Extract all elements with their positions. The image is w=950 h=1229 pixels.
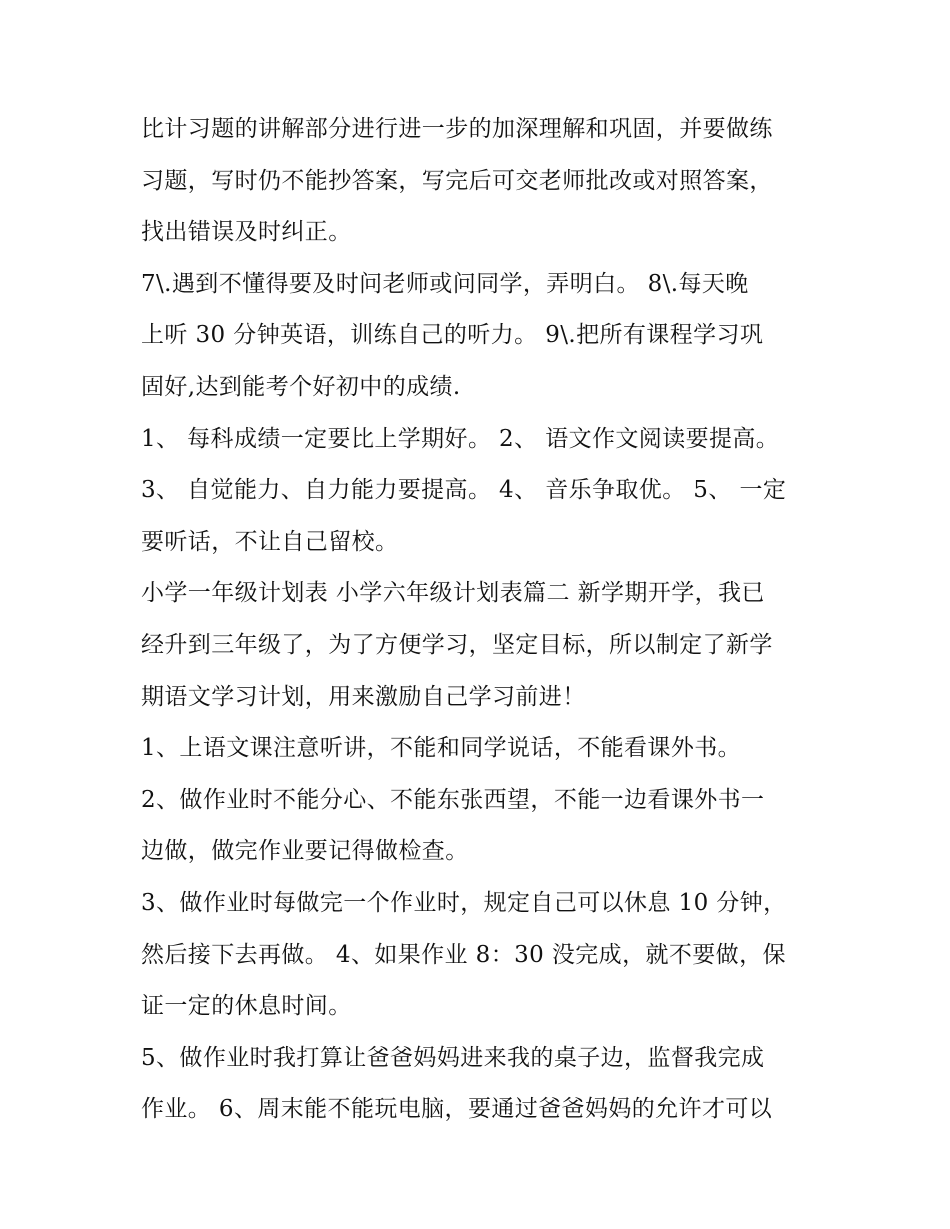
text-line: 5、做作业时我打算让爸爸妈妈进来我的桌子边，监督我完成 bbox=[141, 1044, 765, 1071]
text-line: 作业。 6、周末能不能玩电脑，要通过爸爸妈妈的允许才可以 bbox=[141, 1096, 773, 1123]
text-line: 3、做作业时每做完一个作业时，规定自己可以休息 10 分钟， bbox=[141, 889, 787, 916]
text-line: 固好,达到能考个好初中的成绩. bbox=[141, 373, 461, 400]
text-line: 习题，写时仍不能抄答案，写完后可交老师批改或对照答案， bbox=[141, 167, 773, 194]
text-line: 7\.遇到不懂得要及时问老师或问同学，弄明白。 8\.每天晚 bbox=[141, 270, 749, 297]
text-line: 找出错误及时纠正。 bbox=[141, 219, 352, 246]
text-line: 1、 每科成绩一定要比上学期好。 2、 语文作文阅读要提高。 bbox=[141, 425, 780, 452]
text-line: 要听话，不让自己留校。 bbox=[141, 528, 399, 555]
text-line: 期语文学习计划，用来激励自己学习前进！ bbox=[141, 683, 586, 710]
text-line: 比计习题的讲解部分进行进一步的加深理解和巩固，并要做练 bbox=[141, 116, 773, 142]
text-line: 上听 30 分钟英语，训练自己的听力。 9\.把所有课程学习巩 bbox=[141, 322, 764, 349]
document-body bbox=[141, 104, 821, 1136]
text-line: 2、做作业时不能分心、不能东张西望，不能一边看课外书一 bbox=[141, 786, 765, 813]
text-line: 小学一年级计划表 小学六年级计划表篇二 新学期开学，我已 bbox=[141, 580, 765, 607]
text-line: 然后接下去再做。 4、如果作业 8：30 没完成，就不要做，保 bbox=[141, 941, 786, 968]
text-line: 证一定的休息时间。 bbox=[141, 993, 352, 1020]
text-line: 经升到三年级了，为了方便学习，坚定目标，所以制定了新学 bbox=[141, 631, 773, 658]
text-line: 3、 自觉能力、自力能力要提高。 4、 音乐争取优。 5、 一定 bbox=[141, 477, 787, 504]
text-line: 1、上语文课注意听讲，不能和同学说话，不能看课外书。 bbox=[141, 735, 742, 762]
text-line: 边做，做完作业要记得做检查。 bbox=[141, 838, 469, 865]
